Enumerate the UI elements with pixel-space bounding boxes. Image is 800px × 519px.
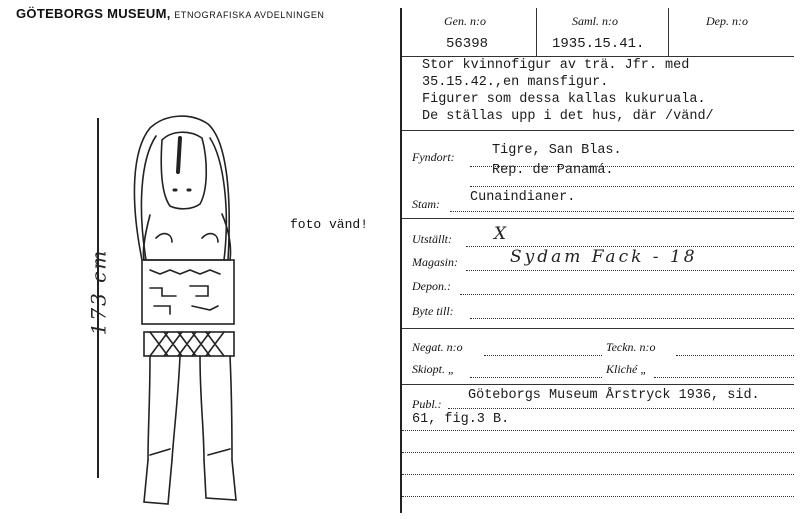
field-line xyxy=(676,355,794,356)
description-rule xyxy=(402,130,794,131)
field-line xyxy=(484,355,602,356)
stam-value: Cunaindianer. xyxy=(470,190,576,205)
gen-label: Gen. n:o xyxy=(444,14,486,28)
museum-name: GÖTEBORGS MUSEUM, xyxy=(16,6,171,21)
depon-label: Depon.: xyxy=(412,279,451,293)
department-name: ETNOGRAFISKA AVDELNINGEN xyxy=(174,10,325,20)
negat-label: Negat. n:o xyxy=(412,340,463,354)
fyndort-label: Fyndort: xyxy=(412,150,455,164)
field-line xyxy=(470,377,602,378)
description-line: Figurer som dessa kallas kukuruala. xyxy=(422,92,706,107)
field-line xyxy=(402,452,794,453)
field-line xyxy=(460,294,794,295)
field-line xyxy=(450,211,794,212)
description-line: Stor kvinnofigur av trä. Jfr. med xyxy=(422,58,690,73)
field-line xyxy=(402,474,794,475)
publ-label: Publ.: xyxy=(412,397,442,411)
photo-note: foto vänd! xyxy=(290,217,369,232)
field-line xyxy=(466,270,794,271)
field-line xyxy=(470,318,794,319)
saml-number: 1935.15.41. xyxy=(552,36,645,52)
utstallt-label: Utställt: xyxy=(412,232,453,246)
field-line xyxy=(470,166,794,167)
utstallt-value: X xyxy=(494,224,510,244)
description-line: 35.15.42.,en mansfigur. xyxy=(422,75,609,90)
field-line xyxy=(402,430,794,431)
gen-number: 56398 xyxy=(446,36,489,52)
fyndort-value: Tigre, San Blas. xyxy=(492,143,622,158)
magasin-value: Sydam Fack - 18 xyxy=(510,247,698,267)
number-divider xyxy=(668,8,669,56)
museum-header xyxy=(16,6,325,21)
skiopt-label: Skiopt. „ xyxy=(412,362,455,376)
saml-label: Saml. n:o xyxy=(572,14,618,28)
figure-sketch xyxy=(120,110,260,510)
section-rule xyxy=(402,328,794,329)
description-line: De ställas upp i det hus, där /vänd/ xyxy=(422,109,714,124)
number-divider xyxy=(536,8,537,56)
number-row-rule xyxy=(402,56,794,57)
dep-label: Dep. n:o xyxy=(706,14,748,28)
field-line xyxy=(654,377,794,378)
byte-label: Byte till: xyxy=(412,304,454,318)
publ-value: 61, fig.3 B. xyxy=(412,412,510,427)
publ-value: Göteborgs Museum Årstryck 1936, sid. xyxy=(468,388,760,403)
field-line xyxy=(448,408,794,409)
section-rule xyxy=(402,384,794,385)
magasin-label: Magasin: xyxy=(412,255,458,269)
section-rule xyxy=(402,218,794,219)
field-line xyxy=(470,186,794,187)
stam-label: Stam: xyxy=(412,197,440,211)
fyndort-value: Rep. de Panamá. xyxy=(492,163,614,178)
kliche-label: Kliché „ xyxy=(606,362,647,376)
height-note: 173 cm xyxy=(86,248,111,336)
teckn-label: Teckn. n:o xyxy=(606,340,656,354)
field-line xyxy=(402,496,794,497)
card-left-border xyxy=(400,8,402,513)
